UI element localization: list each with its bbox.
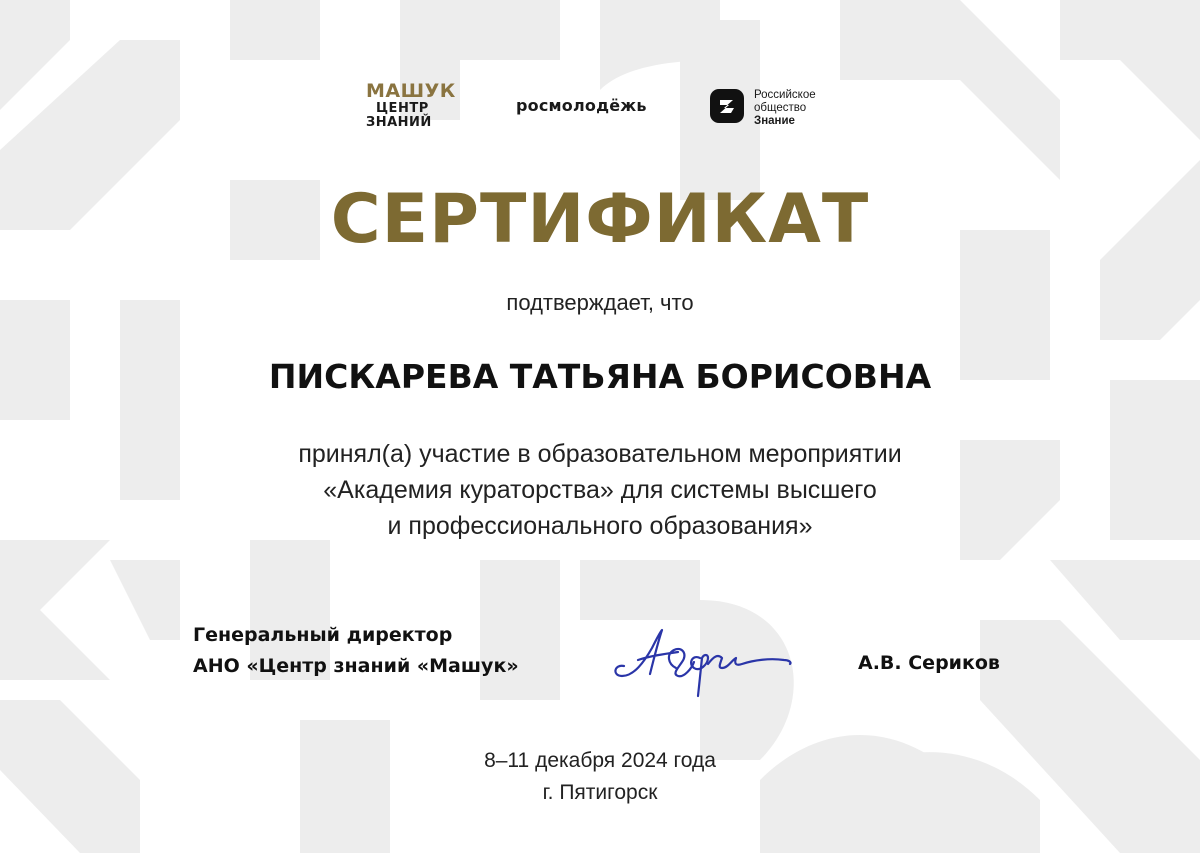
description-line: «Академия кураторства» для системы высшего (323, 476, 877, 504)
signer-name: А.В. Сериков (858, 652, 1000, 674)
znanie-logo-line2: общество (754, 102, 807, 114)
mashuk-logo-line2: ЦЕНТР (376, 101, 429, 116)
rosmolodezh-logo: росмолодёжь (516, 96, 647, 115)
znanie-logo-line1: Российское (754, 89, 816, 101)
certificate-title: СЕРТИФИКАТ (330, 180, 870, 259)
znanie-logo-line3: Знание (754, 115, 795, 127)
signature-image (604, 618, 804, 700)
confirms-text: подтверждает, что (506, 290, 694, 315)
znanie-logo-text (754, 89, 816, 128)
event-date: 8–11 декабря 2024 года (484, 749, 716, 772)
signer-position-line1: Генеральный директор (193, 624, 453, 646)
description-line: принял(а) участие в образовательном мероприятии (298, 440, 902, 468)
description-line: и профессионального образования» (387, 512, 813, 540)
signer-position (193, 620, 519, 682)
event-city: г. Пятигорск (542, 781, 658, 804)
mashuk-logo-line3: ЗНАНИЙ (366, 115, 432, 130)
recipient-name: ПИСКАРЕВА ТАТЬЯНА БОРИСОВНА (268, 357, 932, 396)
description (0, 436, 1200, 544)
mashuk-logo-line1: МАШУК (366, 80, 456, 102)
znanie-badge-icon (710, 89, 744, 123)
signer-position-line2: АНО «Центр знаний «Машук» (193, 655, 519, 677)
mashuk-logo (366, 82, 456, 129)
